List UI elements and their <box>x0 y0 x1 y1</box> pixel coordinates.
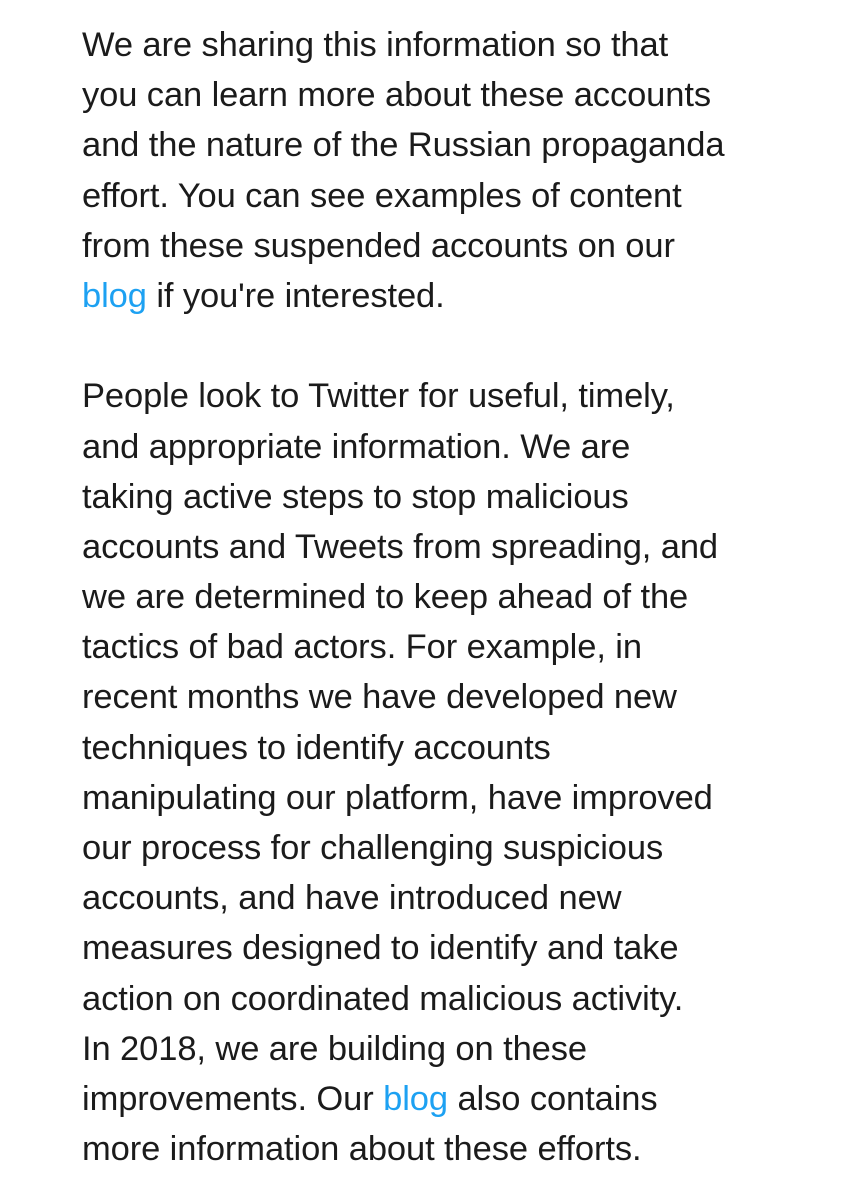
text-line <box>82 1074 782 1124</box>
text-line: you can learn more about these accounts <box>82 76 711 115</box>
article-body <box>82 20 782 1174</box>
text-line: In 2018, we are building on these <box>82 1029 587 1068</box>
paragraph-spacer <box>82 321 782 371</box>
text-line: more information about these efforts. <box>82 1130 642 1169</box>
text-line: recent months we have developed new <box>82 678 677 717</box>
text-line: People look to Twitter for useful, timely, <box>82 377 675 416</box>
text-line: and appropriate information. We are <box>82 427 631 466</box>
text-line <box>82 271 782 321</box>
text-fragment: improvements. Our <box>82 1079 384 1118</box>
text-line: measures designed to identify and take <box>82 929 679 968</box>
text-line: action on coordinated malicious activity. <box>82 979 684 1018</box>
text-line: and the nature of the Russian propaganda <box>82 126 725 165</box>
text-line: effort. You can see examples of content <box>82 176 682 215</box>
text-line: our process for challenging suspicious <box>82 829 664 867</box>
text-line: We are sharing this information so that <box>82 26 669 64</box>
text-fragment: also contains <box>447 1079 658 1118</box>
paragraph-1 <box>82 20 782 321</box>
text-line: tactics of bad actors. For example, in <box>82 628 642 667</box>
blog-link[interactable]: blog <box>383 1079 448 1118</box>
text-line: accounts and Tweets from spreading, and <box>82 527 719 566</box>
text-fragment: if you're interested. <box>146 276 445 315</box>
paragraph-2 <box>82 371 782 1174</box>
text-line: we are determined to keep ahead of the <box>82 578 689 617</box>
text-line: taking active steps to stop malicious <box>82 477 629 516</box>
text-line: techniques to identify accounts <box>82 728 551 767</box>
blog-link[interactable]: blog <box>82 276 147 315</box>
text-line: from these suspended accounts on our <box>82 226 675 265</box>
text-line: manipulating our platform, have improved <box>82 778 713 817</box>
text-line: accounts, and have introduced new <box>82 879 622 918</box>
